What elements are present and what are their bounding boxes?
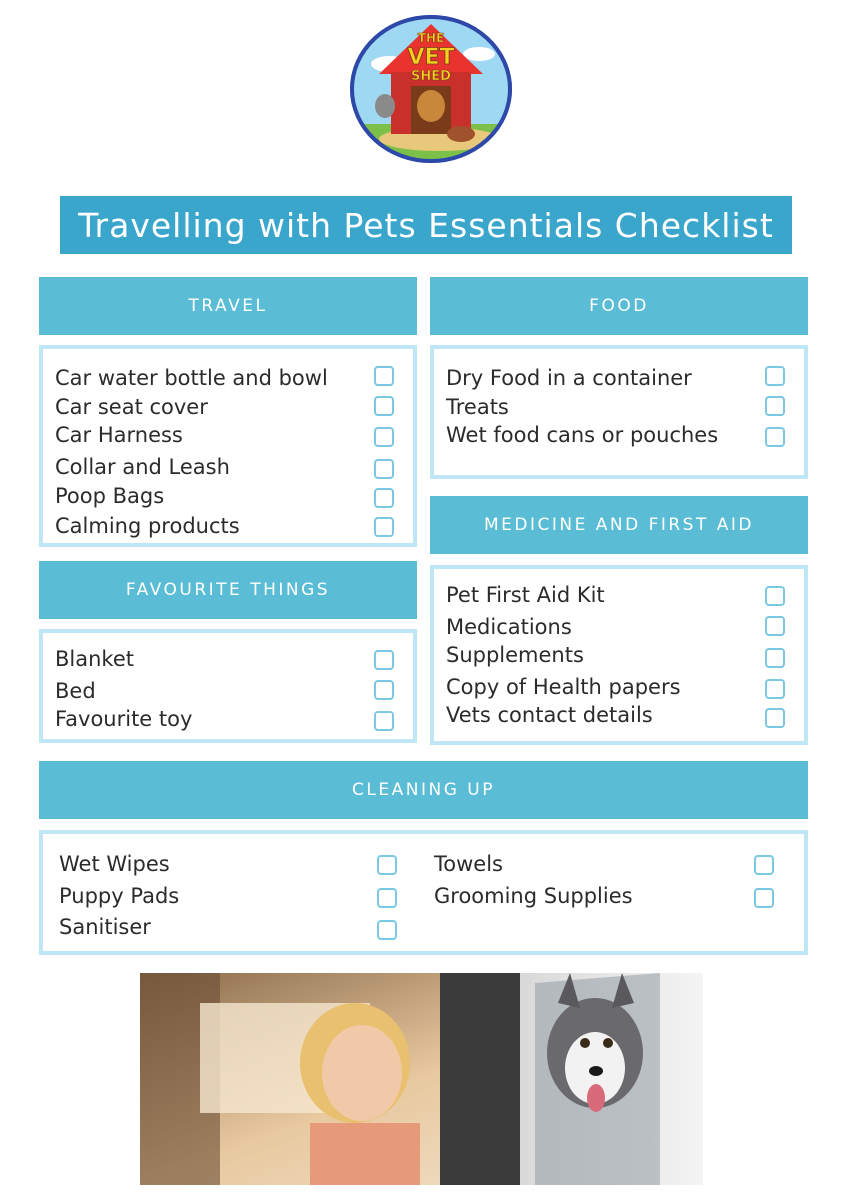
checklist-item-label: Blanket — [55, 647, 134, 671]
food-checklist-box — [430, 345, 808, 479]
checkbox[interactable] — [374, 396, 394, 416]
checkbox[interactable] — [765, 679, 785, 699]
cleaning-up-section-header: CLEANING UP — [39, 761, 808, 819]
checkbox[interactable] — [765, 616, 785, 636]
checkbox[interactable] — [765, 708, 785, 728]
checklist-item-label: Calming products — [55, 514, 240, 538]
checkbox[interactable] — [377, 920, 397, 940]
checklist-item-label: Sanitiser — [59, 915, 151, 939]
checklist-item-label: Dry Food in a container — [446, 366, 692, 390]
checkbox[interactable] — [374, 650, 394, 670]
checkbox[interactable] — [374, 366, 394, 386]
checklist-item-label: Car Harness — [55, 423, 183, 447]
checklist-item-label: Treats — [446, 395, 509, 419]
checkbox[interactable] — [377, 855, 397, 875]
checklist-item-label: Wet Wipes — [59, 852, 170, 876]
logo-text-main: VET — [407, 45, 455, 70]
woman-and-husky-in-car-photo — [140, 973, 703, 1185]
checklist-item-label: Collar and Leash — [55, 455, 230, 479]
checkbox[interactable] — [765, 396, 785, 416]
medicine-section-header: MEDICINE AND FIRST AID — [430, 496, 808, 554]
checklist-item-label: Supplements — [446, 643, 584, 667]
checkbox[interactable] — [754, 855, 774, 875]
checklist-item-label: Car water bottle and bowl — [55, 366, 328, 390]
favourite-things-checklist-box — [39, 629, 417, 743]
travel-checklist-box — [39, 345, 417, 547]
checklist-item-label: Favourite toy — [55, 707, 193, 731]
checklist-item-label: Towels — [434, 852, 503, 876]
checkbox[interactable] — [754, 888, 774, 908]
checkbox[interactable] — [374, 680, 394, 700]
checkbox[interactable] — [374, 711, 394, 731]
checkbox[interactable] — [377, 888, 397, 908]
food-section-header: FOOD — [430, 277, 808, 335]
checklist-item-label: Puppy Pads — [59, 884, 180, 908]
checkbox[interactable] — [374, 459, 394, 479]
checklist-item-label: Wet food cans or pouches — [446, 423, 719, 447]
logo-text-bottom: SHED — [411, 69, 451, 84]
checkbox[interactable] — [374, 427, 394, 447]
medicine-checklist-box — [430, 565, 808, 745]
checklist-item-label: Poop Bags — [55, 484, 165, 508]
checkbox[interactable] — [765, 366, 785, 386]
checklist-item-label: Grooming Supplies — [434, 884, 633, 908]
checkbox[interactable] — [374, 517, 394, 537]
checklist-item-label: Bed — [55, 679, 96, 703]
checklist-item-label: Medications — [446, 615, 572, 639]
checklist-item-label: Vets contact details — [446, 703, 653, 727]
checkbox[interactable] — [765, 427, 785, 447]
checkbox[interactable] — [765, 586, 785, 606]
cleaning-up-checklist-box — [39, 830, 808, 955]
checklist-item-label: Copy of Health papers — [446, 675, 681, 699]
page-title: Travelling with Pets Essentials Checklist — [60, 196, 792, 254]
favourite-things-section-header: FAVOURITE THINGS — [39, 561, 417, 619]
checkbox[interactable] — [374, 488, 394, 508]
vet-shed-logo — [349, 14, 513, 164]
checklist-item-label: Car seat cover — [55, 395, 208, 419]
checkbox[interactable] — [765, 648, 785, 668]
logo-text-top: THE — [417, 31, 445, 45]
checklist-item-label: Pet First Aid Kit — [446, 583, 605, 607]
travel-section-header: TRAVEL — [39, 277, 417, 335]
